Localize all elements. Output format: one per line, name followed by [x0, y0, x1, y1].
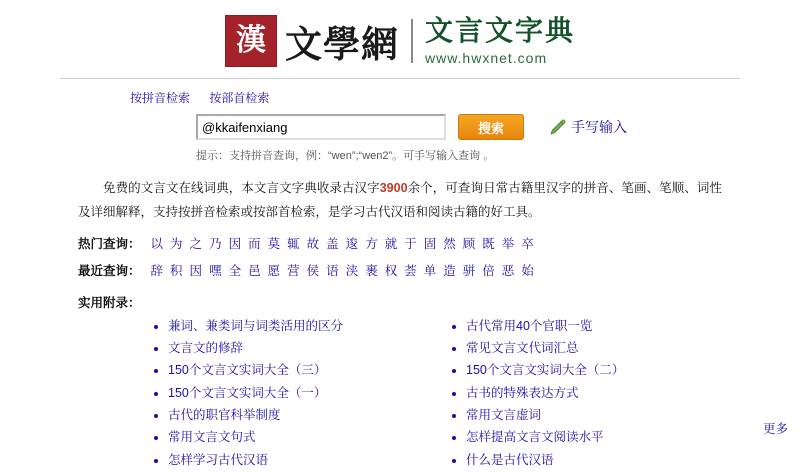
appendix-link[interactable]: 文言文的修辞: [168, 341, 243, 355]
hot-char-link[interactable]: 盖: [326, 237, 339, 251]
nav-links: [130, 89, 800, 106]
hot-char-link[interactable]: 于: [404, 237, 417, 251]
list-item: [466, 451, 678, 470]
recent-query-label: 最近查询：: [78, 261, 141, 279]
hot-char-link[interactable]: 辄: [287, 237, 300, 251]
intro-paragraph: [78, 177, 722, 225]
hot-char-link[interactable]: 举: [502, 237, 515, 251]
recent-char-link[interactable]: 荟: [404, 264, 417, 278]
hot-char-link[interactable]: 莫: [268, 237, 281, 251]
site-name: 文學網: [285, 14, 399, 68]
recent-char-link[interactable]: 骈: [463, 264, 476, 278]
list-item: [466, 339, 678, 358]
appendix-link[interactable]: 什么是古代汉语: [466, 453, 554, 467]
recent-char-link[interactable]: 营: [287, 264, 300, 278]
more-link[interactable]: 更多: [763, 419, 788, 437]
appendix-columns: [150, 317, 800, 473]
recent-char-link[interactable]: 积: [170, 264, 183, 278]
list-item: [168, 339, 380, 358]
appendix-link[interactable]: 150个文言文实词大全（一）: [168, 386, 326, 400]
recent-char-link[interactable]: 辞: [151, 264, 164, 278]
search-row: [196, 114, 800, 140]
handwrite-input-link[interactable]: [550, 117, 627, 137]
recent-char-link[interactable]: 语: [326, 264, 339, 278]
appendix-link[interactable]: 常用文言文句式: [168, 430, 256, 444]
appendix-link[interactable]: 常用文言虚词: [466, 408, 541, 422]
handwrite-input-label: 手写输入: [571, 117, 627, 137]
site-url: www.hwxnet.com: [425, 50, 575, 66]
appendix-link[interactable]: 150个文言文实词大全（二）: [466, 363, 624, 377]
recent-char-link[interactable]: 权: [385, 264, 398, 278]
hot-char-link[interactable]: 因: [229, 237, 242, 251]
list-item: [466, 428, 678, 447]
hot-char-link[interactable]: 为: [170, 237, 183, 251]
appendix-column-left: [150, 317, 380, 473]
appendix-link[interactable]: 古代的职官科举制度: [168, 408, 281, 422]
list-item: [168, 384, 380, 403]
list-item: [168, 406, 380, 425]
hot-char-link[interactable]: 方: [365, 237, 378, 251]
appendix-link[interactable]: 兼词、兼类词与词类活用的区分: [168, 319, 343, 333]
list-item: [466, 384, 678, 403]
appendix-title: 实用附录：: [78, 293, 800, 311]
hot-char-link[interactable]: 之: [190, 237, 203, 251]
recent-char-link[interactable]: 愿: [268, 264, 281, 278]
seal-logo-icon: 漢: [225, 15, 277, 67]
hot-char-link[interactable]: 就: [385, 237, 398, 251]
hot-char-link[interactable]: 故: [307, 237, 320, 251]
hot-query-label: 热门查询：: [78, 234, 141, 252]
list-item: [466, 406, 678, 425]
nav-link-radical[interactable]: 按部首检索: [209, 91, 269, 105]
list-item: [168, 317, 380, 336]
dictionary-title-block: [425, 16, 575, 66]
hot-char-link[interactable]: 乃: [209, 237, 222, 251]
hot-char-link[interactable]: 而: [248, 237, 261, 251]
recent-char-link[interactable]: 恶: [502, 264, 515, 278]
list-item: [168, 451, 380, 470]
appendix-link[interactable]: 古代常用40个官职一览: [466, 319, 592, 333]
hot-query-chars: [151, 234, 541, 252]
recent-char-link[interactable]: 嘿: [209, 264, 222, 278]
recent-char-link[interactable]: 倍: [482, 264, 495, 278]
appendix-link[interactable]: 怎样学习古代汉语: [168, 453, 268, 467]
header-divider: [60, 78, 740, 79]
logo[interactable]: [225, 14, 575, 68]
intro-character-count: 3900: [380, 181, 408, 195]
recent-char-link[interactable]: 侯: [307, 264, 320, 278]
hot-char-link[interactable]: 顾: [463, 237, 476, 251]
pencil-icon: [550, 119, 566, 135]
list-item: [168, 428, 380, 447]
recent-char-link[interactable]: 造: [443, 264, 456, 278]
recent-char-link[interactable]: 裹: [365, 264, 378, 278]
search-hint: 提示：支持拼音查询，例：“wen”;“wen2”。可手写输入查询 。: [196, 147, 800, 163]
intro-text-after: 余个，可查询日常古籍里汉字的拼音、笔画、笔顺、词性及详细解释，支持按拼音检索或按部首检索，是学习古代汉语和阅读古籍的好工具。: [78, 181, 722, 219]
hot-char-link[interactable]: 然: [443, 237, 456, 251]
site-header: [0, 0, 800, 68]
hot-char-link[interactable]: 既: [482, 237, 495, 251]
hot-char-link[interactable]: 以: [151, 237, 164, 251]
recent-char-link[interactable]: 单: [424, 264, 437, 278]
appendix-link[interactable]: 150个文言文实词大全（三）: [168, 363, 326, 377]
list-item: [466, 317, 678, 336]
appendix-link[interactable]: 古书的特殊表达方式: [466, 386, 579, 400]
search-button[interactable]: 搜索: [458, 114, 524, 140]
logo-divider: [411, 19, 413, 63]
recent-query-chars: [151, 261, 541, 279]
appendix-column-right: [448, 317, 678, 473]
intro-text-before: 免费的文言文在线词典，本文言文字典收录古汉字: [103, 181, 380, 195]
hot-char-link[interactable]: 固: [424, 237, 437, 251]
recent-char-link[interactable]: 始: [521, 264, 534, 278]
hot-char-link[interactable]: 逡: [346, 237, 359, 251]
appendix-link[interactable]: 常见文言文代词汇总: [466, 341, 579, 355]
list-item: [168, 361, 380, 380]
recent-char-link[interactable]: 邑: [248, 264, 261, 278]
recent-query-row: [78, 261, 800, 279]
list-item: [466, 361, 678, 380]
hot-query-row: [78, 234, 800, 252]
recent-char-link[interactable]: 全: [229, 264, 242, 278]
search-input[interactable]: [196, 114, 446, 140]
recent-char-link[interactable]: 因: [190, 264, 203, 278]
appendix-link[interactable]: 怎样提高文言文阅读水平: [466, 430, 604, 444]
hot-char-link[interactable]: 卒: [521, 237, 534, 251]
recent-char-link[interactable]: 浃: [346, 264, 359, 278]
nav-link-pinyin[interactable]: 按拼音检索: [130, 91, 190, 105]
dictionary-title: 文言文字典: [425, 16, 575, 47]
